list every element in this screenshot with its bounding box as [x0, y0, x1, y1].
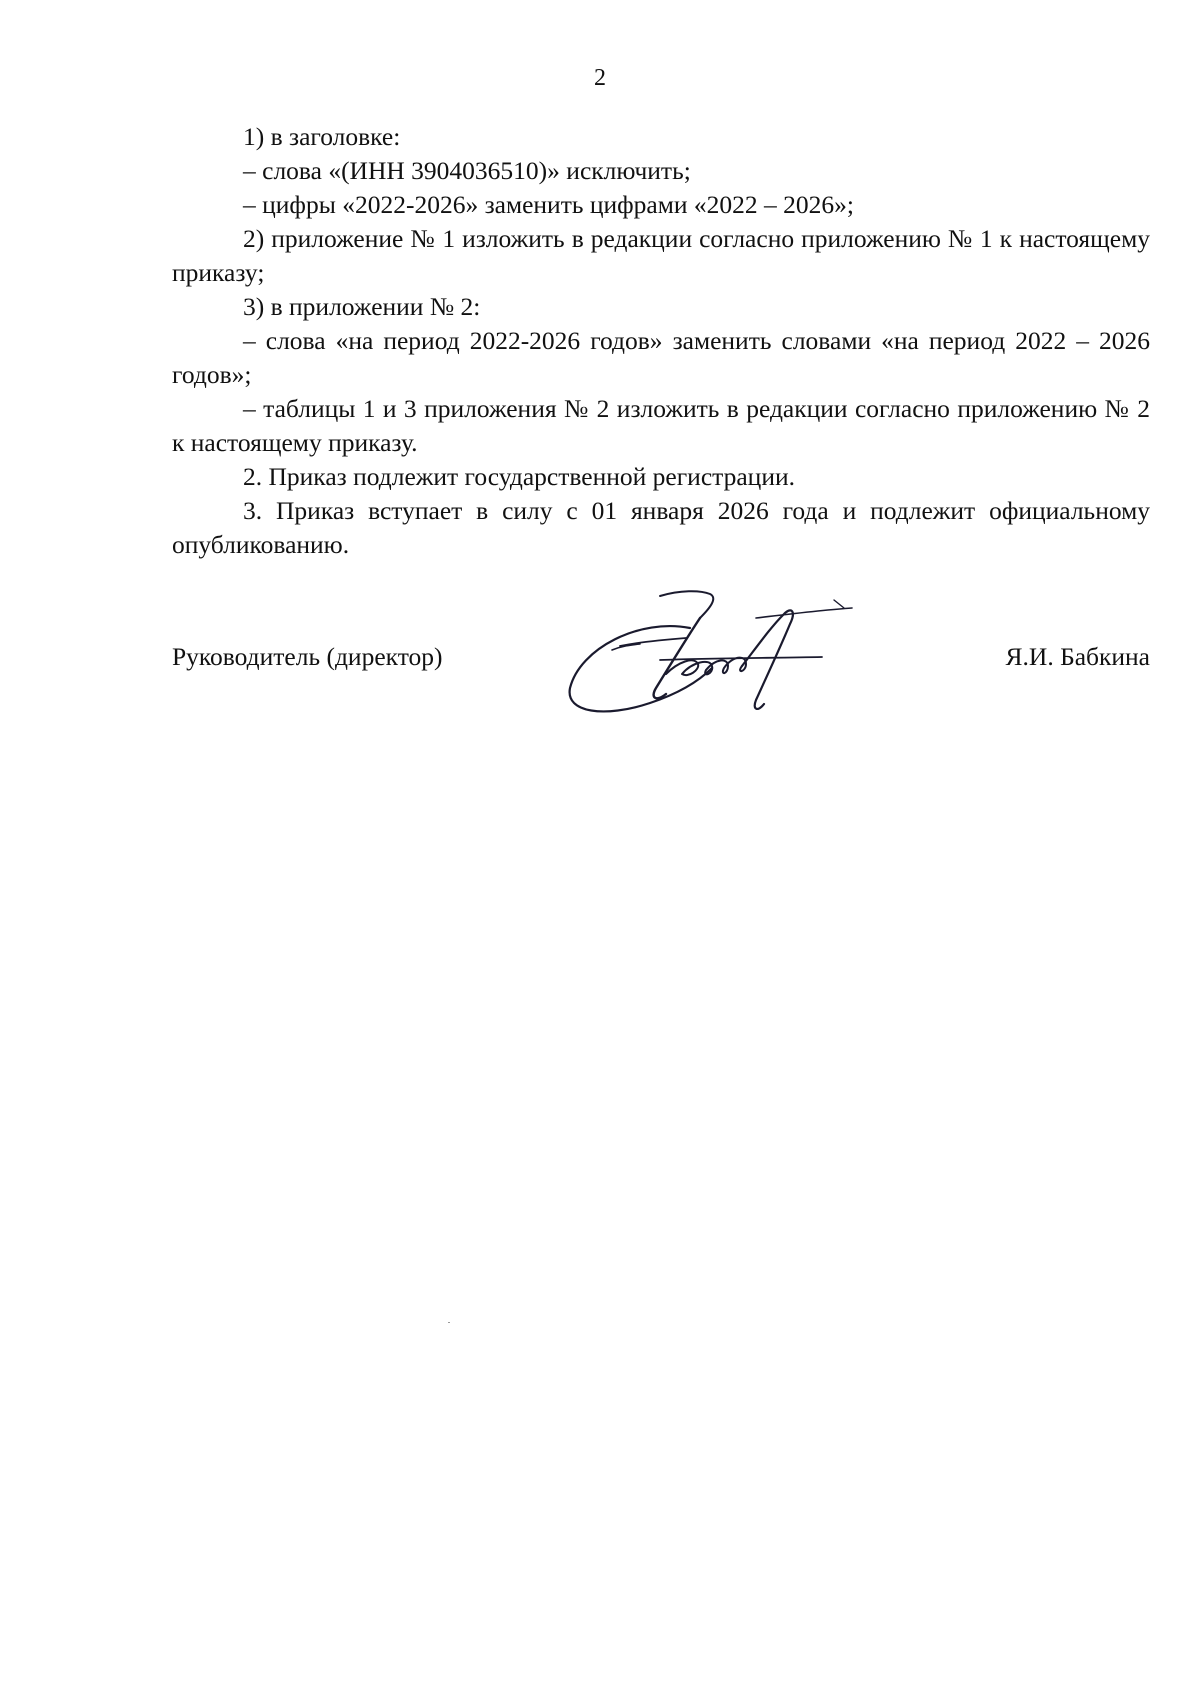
handwritten-signature	[560, 588, 860, 718]
signature-block	[172, 640, 1150, 730]
amendment-subitem-tables: – таблицы 1 и 3 приложения № 2 изложить в редакции согласно приложению № 2 к настоящему приказу.	[172, 394, 1150, 457]
amendment-subitem-replace-digits: – цифры «2022-2026» заменить цифрами «2022 – 2026»;	[243, 190, 854, 219]
amendment-subitem-replace-period: – слова «на период 2022-2026 годов» заменить словами «на период 2022 – 2026 годов»;	[172, 326, 1150, 389]
scan-artifact	[448, 1322, 450, 1323]
signatory-name: Я.И. Бабкина	[1005, 642, 1150, 671]
amendment-subitem-remove-inn: – слова «(ИНН 3904036510)» исключить;	[243, 156, 691, 185]
document-body	[172, 120, 1150, 562]
amendment-item-title: 1) в заголовке:	[243, 122, 401, 151]
amendment-item-appendix-1: 2) приложение № 1 изложить в редакции согласно приложению № 1 к настоящему приказу;	[172, 224, 1150, 287]
page-number: 2	[594, 65, 606, 91]
clause-registration: 2. Приказ подлежит государственной регистрации.	[243, 462, 795, 491]
signatory-position: Руководитель (директор)	[172, 642, 443, 671]
clause-effective-date: 3. Приказ вступает в силу с 01 января 2026 года и подлежит официальному опубликованию.	[172, 496, 1150, 559]
amendment-item-appendix-2: 3) в приложении № 2:	[243, 292, 481, 321]
